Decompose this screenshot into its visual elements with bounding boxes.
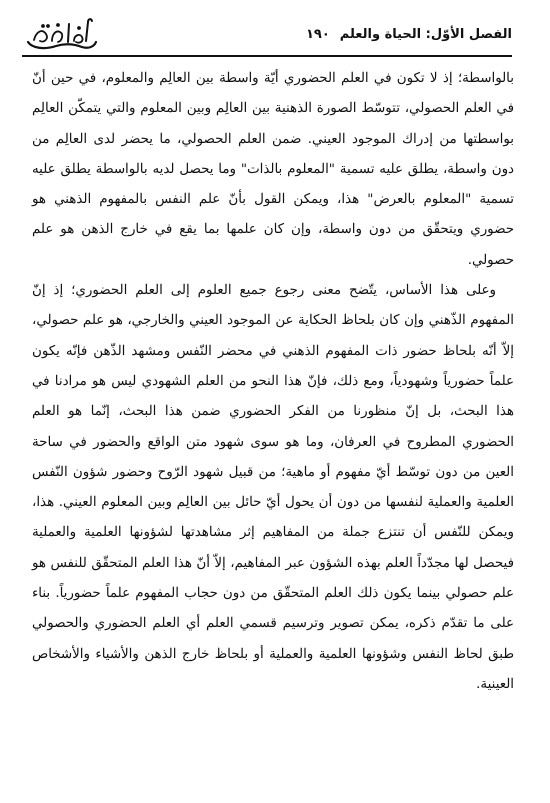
paragraph-1: بالواسطة؛ إذ لا تكون في العلم الحضوري أيّة واسطة بين العالِم والمعلوم، في حين أنّ في العلم الحصولي، تتوسّط الصورة الذهنية بين العالِم وبين المعلوم والتي يتمكّن العالِم بواسطتها من إدراك الموجود العيني. ضمن العلم الحصولي، ما يحضر لدى العالِم من دون واسطة، يطلق عليه تسمية "المعلوم بالذات" وما يحصل لديه بالواسطة يطلق عليه تسمية "المعلوم بالعرض" هذا، ويمكن القول بأنّ علم النفس بالمفهوم الذهني هو حضوري ويتحقّق من دون واسطة، وإن كان علمها بما يقع في خارج الذهن هو علم حصولي. — [32, 71, 514, 268]
body-text — [32, 64, 514, 700]
calligraphy-logo-icon — [22, 14, 100, 54]
paragraph-2: وعلى هذا الأساس، يتّضح معنى رجوع جميع العلوم إلى العلم الحضوري؛ إذ إنّ المفهوم الذّهني وإن كان بلحاظ الحكاية عن الموجود العيني والخارجي، هو علم حصولي، إلاّ أنّه بلحاظ حضور ذات المفهوم الذهني في محضر النّفس ومشهد الذّهن فإنّه يكون علماً حضورياً وشهودياً، ومع ذلك، فإنّ هذا النحو من العلم الشهودي ليس هو مرادنا في هذا البحث، بل إنّ منظورنا من الفكر الحضوري ضمن هذا البحث، إنّما هو العلم الحضوري المطروح في العرفان، وما هو سوى شهود متن الواقع والحضور في ساحة العين من دون توسّط أيّ مفهوم أو ماهية؛ من قبيل شهود الرّوح وحضور شؤون النّفس العلمية والعملية لنفسها من دون أن يحول أيّ حائل بين العالِم وبين المعلوم العيني. هذا، ويمكن للنّفس أن تنتزع جملة من المفاهيم إثر مشاهدتها لشؤونها العلمية والعملية فيحصل لها مجدّداً العلم بهذه الشؤون عبر المفاهيم، إلاّ أنّ هذا العلم المتحقّق للنفس هو علم حصولي بينما يكون ذلك العلم المتحقّق من دون حجاب المفهوم علماً حضورياً. بناء على ما تقدّم ذكره، يمكن تصوير وترسيم قسمي العلم أي العلم الحضوري والحصولي طبق لحاظ النفس وشؤونها العلمية والعملية أو بلحاظ خارج الذهن والأشياء والأشخاص العينية. — [32, 283, 514, 692]
header-title-group — [306, 27, 512, 42]
page-number: ١٩٠ — [305, 26, 330, 42]
chapter-title: الفصل الأوّل: الحياة والعلم — [339, 26, 512, 42]
header-divider — [22, 55, 512, 57]
page-header — [22, 14, 512, 54]
